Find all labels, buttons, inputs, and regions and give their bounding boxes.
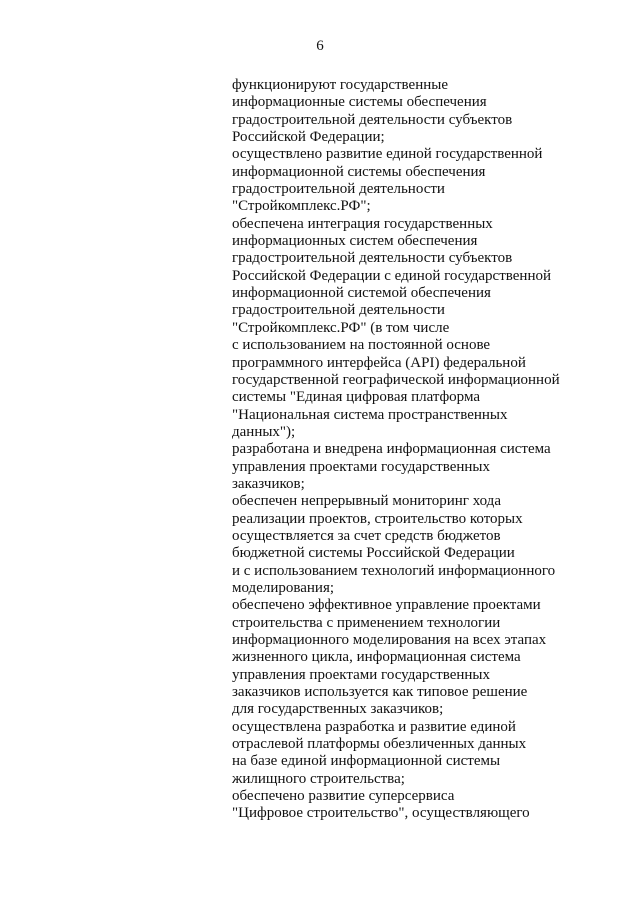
text-line: функционируют государственные bbox=[232, 77, 448, 93]
text-line: на базе единой информационной системы bbox=[232, 753, 501, 770]
text-line: Российской Федерации с единой государственной bbox=[232, 267, 551, 284]
text-line: моделирования; bbox=[232, 579, 335, 596]
text-line: отраслевой платформы обезличенных данных bbox=[232, 736, 527, 753]
text-line: Российской Федерации; bbox=[232, 129, 385, 146]
text-line: заказчиков используется как типовое решение bbox=[232, 684, 528, 701]
text-line: "Национальная система пространственных bbox=[232, 406, 508, 423]
text-line: реализации проектов, строительство которых bbox=[232, 510, 523, 527]
page-number: 6 bbox=[316, 38, 324, 54]
text-line: градостроительной деятельности субъектов bbox=[232, 250, 513, 267]
text-line: программного интерфейса (API) федеральной bbox=[232, 354, 526, 371]
text-line: градостроительной деятельности bbox=[232, 302, 445, 319]
text-line: обеспечена интеграция государственных bbox=[232, 215, 493, 232]
text-line: градостроительной деятельности субъектов bbox=[232, 111, 513, 128]
text-line: информационной системой обеспечения bbox=[232, 285, 491, 302]
text-line: строительства с применением технологии bbox=[232, 614, 501, 631]
text-line: осуществляется за счет средств бюджетов bbox=[232, 527, 501, 544]
text-line: управления проектами государственных bbox=[232, 458, 490, 475]
text-line: для государственных заказчиков; bbox=[232, 701, 444, 718]
text-line: обеспечено эффективное управление проектами bbox=[232, 597, 541, 614]
text-line: жилищного строительства; bbox=[232, 770, 405, 787]
text-line: и с использованием технологий информационного bbox=[232, 562, 556, 579]
text-line: "Цифровое строительство", осуществляющего bbox=[232, 805, 530, 822]
text-line: данных"); bbox=[232, 423, 296, 440]
text-line: "Стройкомплекс.РФ"; bbox=[232, 198, 371, 215]
text-line: с использованием на постоянной основе bbox=[232, 337, 491, 354]
text-line: жизненного цикла, информационная система bbox=[232, 649, 521, 666]
text-line: градостроительной деятельности bbox=[232, 181, 445, 198]
text-line: осуществлена разработка и развитие единой bbox=[232, 718, 516, 735]
text-line: информационных систем обеспечения bbox=[232, 233, 478, 250]
text-line: обеспечено развитие суперсервиса bbox=[232, 788, 455, 805]
text-line: заказчиков; bbox=[232, 475, 305, 492]
text-line: государственной географической информационной bbox=[232, 371, 560, 388]
text-line: системы "Единая цифровая платформа bbox=[232, 389, 480, 406]
text-line: бюджетной системы Российской Федерации bbox=[232, 545, 515, 562]
text-line: информационного моделирования на всех этапах bbox=[232, 632, 547, 648]
body-text bbox=[232, 77, 632, 823]
text-line: обеспечен непрерывный мониторинг хода bbox=[232, 493, 501, 510]
text-line: информационные системы обеспечения bbox=[232, 94, 487, 111]
text-line: осуществлено развитие единой государственной bbox=[232, 146, 543, 163]
text-line: информационной системы обеспечения bbox=[232, 163, 486, 180]
text-line: "Стройкомплекс.РФ" (в том числе bbox=[232, 319, 450, 336]
text-line: управления проектами государственных bbox=[232, 666, 490, 683]
text-line: разработана и внедрена информационная система bbox=[232, 441, 551, 458]
